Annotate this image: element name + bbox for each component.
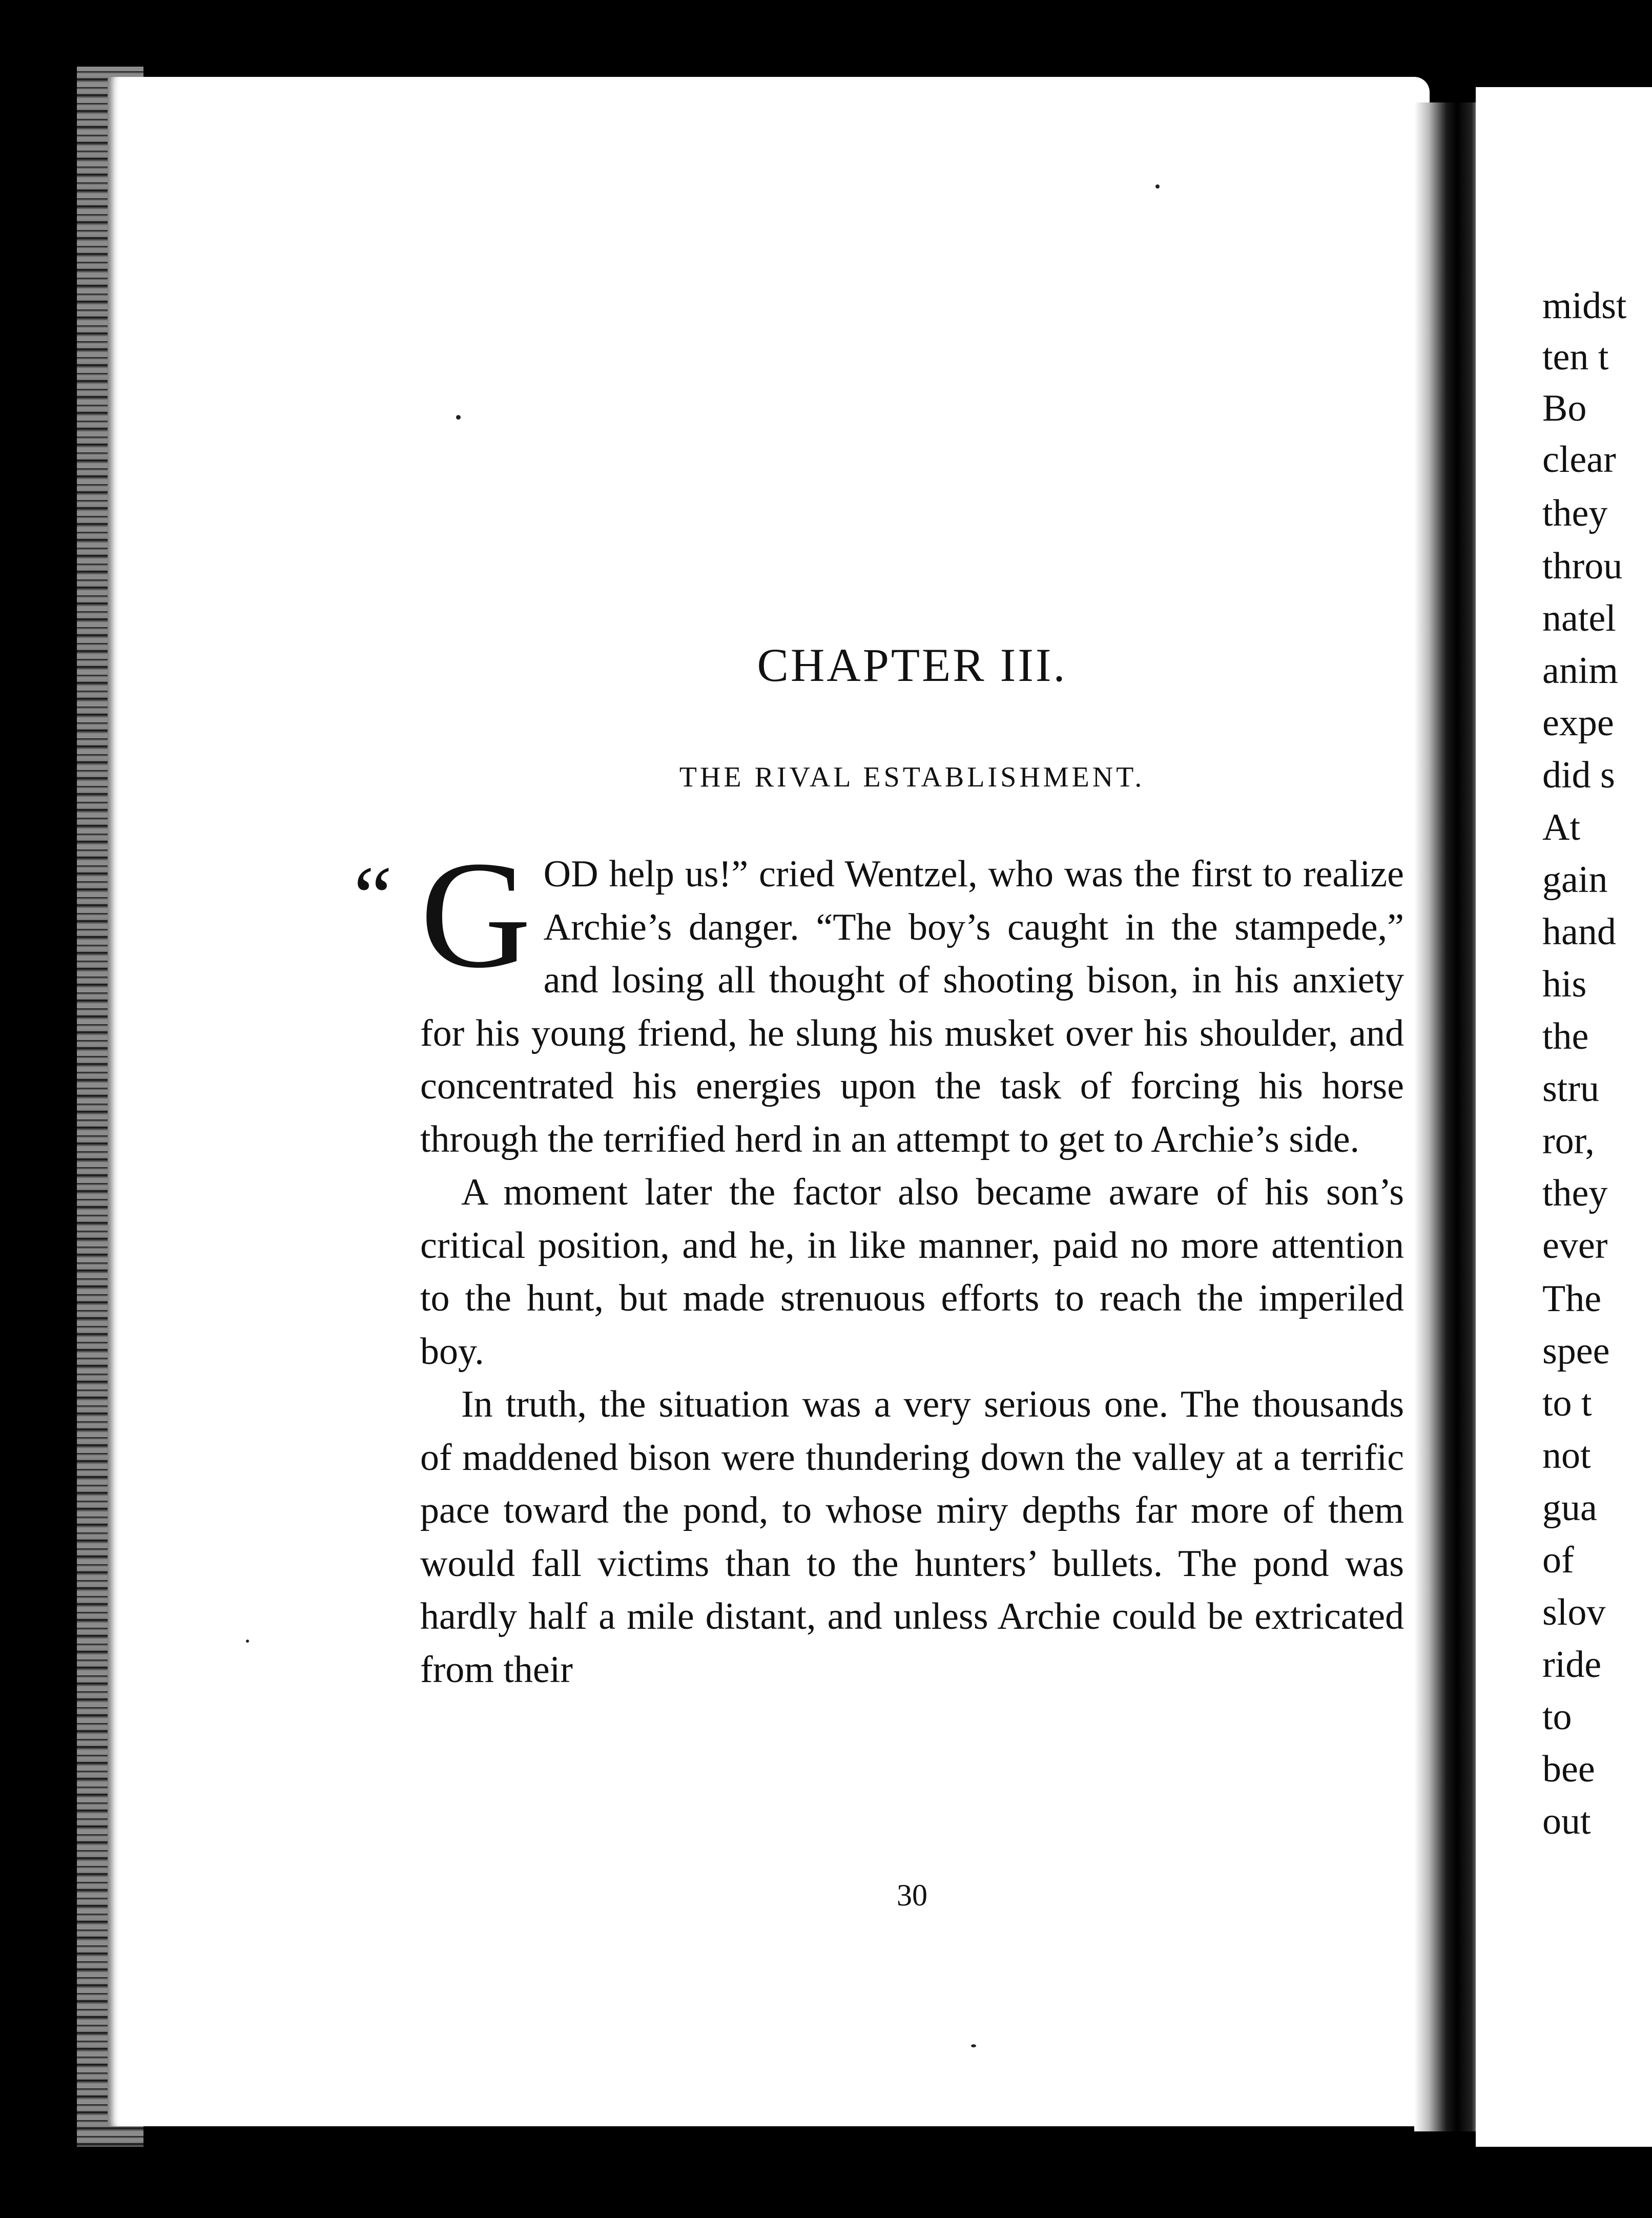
right-page-line-fragment: not (1542, 1435, 1591, 1477)
right-page-line-fragment: to t (1542, 1382, 1592, 1424)
chapter-heading: CHAPTER III. (757, 639, 1067, 691)
book-gutter (1414, 102, 1486, 2131)
chapter-body (354, 830, 1404, 1696)
right-page-line-fragment: spee (1542, 1330, 1610, 1372)
right-page-line-fragment: natel (1542, 597, 1616, 639)
right-page-line-fragment: gua (1542, 1487, 1597, 1529)
opening-quote-mark: “ (354, 848, 393, 945)
paragraph-2: A moment later the factor also became aware of his son’s critical position, and he, in like manner, paid no more attention to the hunt, but made strenuous efforts to reach the imperiled boy. (420, 1171, 1404, 1373)
right-page-line-fragment: Bo (1542, 387, 1587, 429)
right-page-line-fragment: ride (1542, 1644, 1602, 1686)
right-page-line-fragment: gain (1542, 859, 1608, 901)
right-page-line-fragment: stru (1542, 1068, 1599, 1110)
right-page-line-fragment: ror, (1542, 1120, 1595, 1162)
right-page-line-fragment: of (1542, 1539, 1574, 1581)
paragraph-1-text: OD help us!” cried Wentzel, who was the first to realize Archie’s danger. “The boy’s caught in the stampede,” and losing all thought of shooting bison, in his anxiety for his young friend, he slung his musket over his shoulder, and concentrated his energies upon the task of forcing his horse through the terrified herd in an attempt to get to Archie’s side. (420, 853, 1404, 1160)
right-page-line-fragment: did s (1542, 754, 1615, 796)
right-page-line-fragment: the (1542, 1015, 1589, 1058)
right-page (1476, 87, 1652, 2147)
page-number: 30 (897, 1878, 927, 1912)
right-page-line-fragment: to (1542, 1696, 1572, 1738)
right-page-line-fragment: hand (1542, 911, 1616, 953)
paragraph-3: In truth, the situation was a very serious one. The thousands of maddened bison were thundering down the valley at a terrific pace toward the pond, to whose miry depths far more of them would fall victims than to the hunters’ bullets. The pond was hardly half a mile distant, and unless Archie could be extricated from their (420, 1383, 1404, 1691)
right-page-line-fragment: expe (1542, 702, 1614, 744)
scan-speck (456, 415, 461, 420)
right-page-line-fragment: bee (1542, 1748, 1595, 1790)
right-page-line-fragment: his (1542, 963, 1587, 1005)
drop-cap (354, 830, 531, 1000)
scan-speck (246, 1640, 249, 1643)
right-page-line-fragment: throu (1542, 545, 1623, 587)
right-page-line-fragment: out (1542, 1800, 1591, 1842)
right-page-line-fragment: The (1542, 1278, 1602, 1320)
right-page-line-fragment: they (1542, 1172, 1608, 1214)
scan-speck (1155, 184, 1160, 189)
right-page-line-fragment: they (1542, 492, 1608, 534)
right-page-line-fragment: anim (1542, 650, 1618, 692)
chapter-subtitle: THE RIVAL ESTABLISHMENT. (679, 761, 1145, 793)
right-page-line-fragment: clear (1542, 439, 1616, 481)
right-page-line-fragment: ten t (1542, 336, 1609, 378)
right-page-line-fragment: midst (1542, 285, 1627, 327)
right-page-line-fragment: slov (1542, 1591, 1606, 1633)
paragraph-1 (354, 830, 1404, 1166)
right-page-line-fragment: ever (1542, 1225, 1608, 1267)
scan-speck (971, 2044, 976, 2047)
drop-cap-letter: G (420, 830, 531, 1000)
right-page-line-fragment: At (1542, 806, 1580, 848)
